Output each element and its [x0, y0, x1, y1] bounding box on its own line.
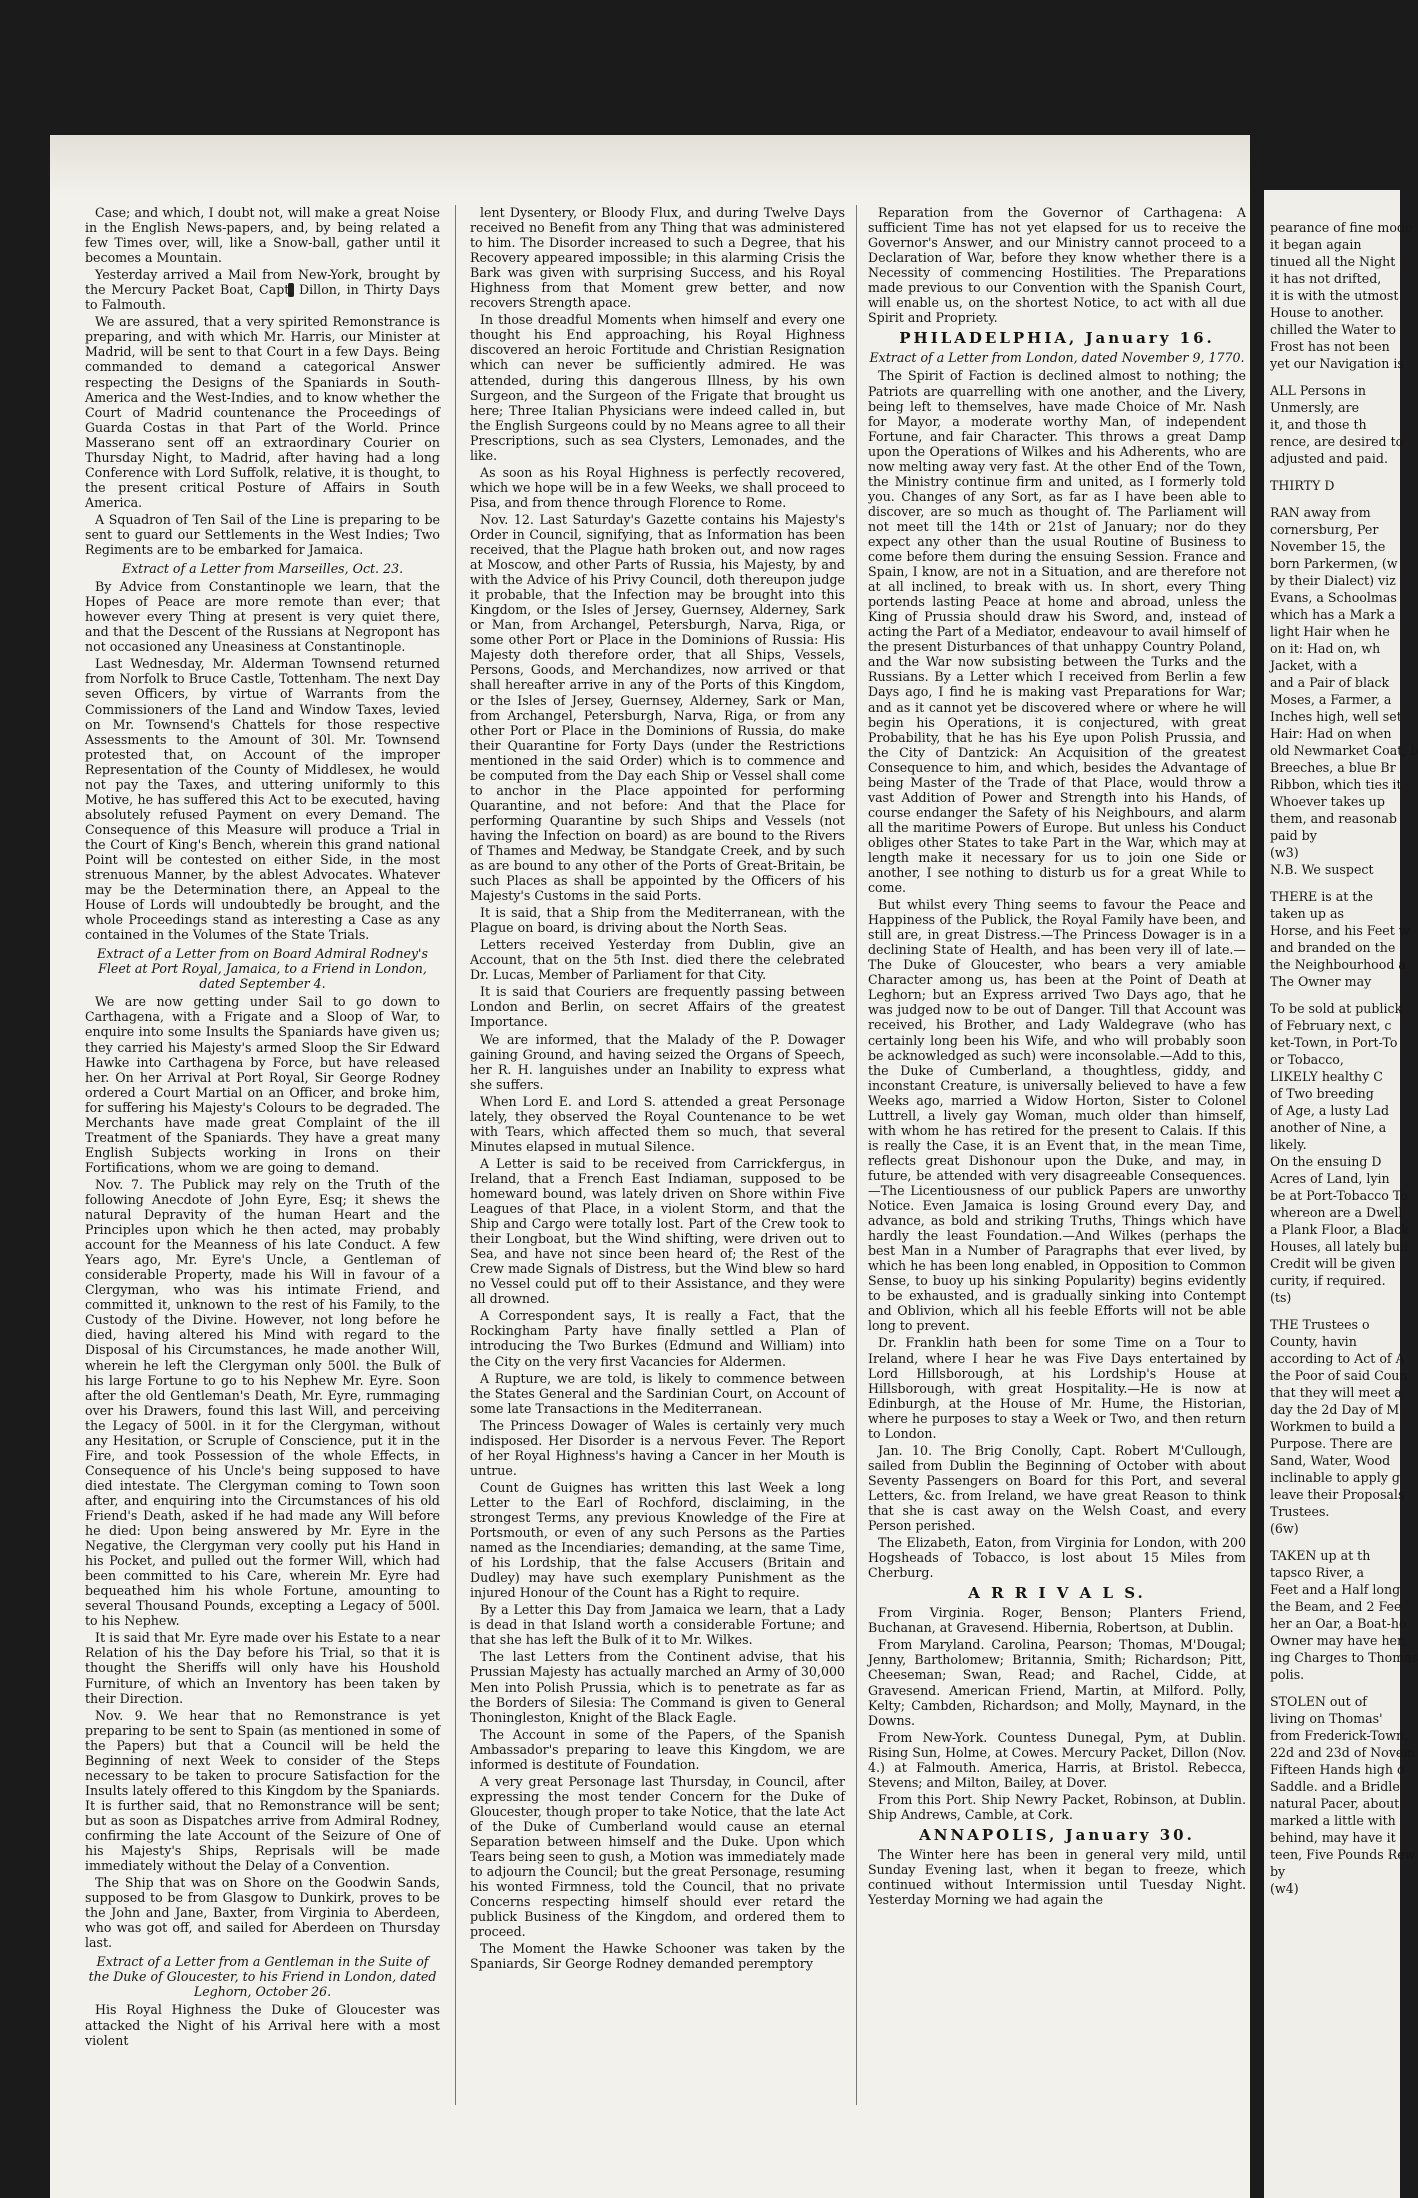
ad-line: Fifteen Hands high o — [1270, 1762, 1405, 1777]
ad-line: (w3) — [1270, 845, 1299, 860]
ad-line: Evans, a Schoolmas — [1270, 590, 1397, 605]
ad-line: rence, are desired to — [1270, 434, 1404, 449]
ad-line: RAN away from — [1270, 505, 1371, 520]
article-paragraph: It is said, that a Ship from the Mediterranean, with the Plague on board, is driving about the North Seas. — [470, 905, 845, 936]
article-paragraph: A Rupture, we are told, is likely to commence between the States General and the Sardinian Court, on Account of some late Transactions in the Mediterranean. — [470, 1370, 845, 1416]
column-rule — [856, 205, 857, 2105]
article-paragraph: The Spirit of Faction is declined almost to nothing; the Patriots are quarrelling with one another, and the Livery, being left to themselves, have made Choice of Mr. Nash for Mayor, a moderate worthy Man, of independent Fortune, and fair Character. This throws a great Damp upon the Operations of Wilkes and his Adherents, who are now melting away very fast. At the other End of the Town, the Ministry continue firm and united, as I formerly told you. Changes of any Sort, as far as I have been able to discover, are so much as thought of. The Parliament will not meet till the 14th or 21st of January; nor do they expect any other than the usual Routine of Business to come before them during the ensuing Session. France and Spain, I know, are not in a Situation, and are therefore not at all inclined, to break with us. In short, every Thing portends lasting Peace at home and abroad, unless the King of Prussia should draw his Sword, and, instead of acting the Part of a Mediator, endeavour to avail himself of the present Disturbances of that unhappy Country Poland, and the War now subsisting between the Turks and the Russians. By a Letter which I received from Berlin a few Days ago, I find he is making vast Preparations for War; and as it cannot yet be discovered where or where he will begin his Operations, it is conjectured, with great Probability, that he has his Eye upon Polish Prussia, and the City of Dantzick: An Acquisition of the greatest Consequence to him, and which, besides the Advantage of being Master of the Trade of that Place, would throw a vast Addition of Power and Strength into his Hands, of course endanger the Safety of his Neighbours, and alarm all the maritime Powers of Europe. But unless his Conduct obliges other States to take Part in the War, which may at length make it necessary for us to join one Side or another, I see nothing to disturb us for a great While to come. — [868, 368, 1246, 896]
ad-line: To be sold at publick — [1270, 1001, 1403, 1016]
ad-line: tapsco River, a — [1270, 1565, 1364, 1580]
ad-line: County, havin — [1270, 1334, 1357, 1349]
article-paragraph: Reparation from the Governor of Carthagena: A sufficient Time has not yet elapsed for us to receive the Governor's Answer, and our Ministry cannot proceed to a Declaration of War, before they know whether there is a Necessity of commencing Hostilities. The Preparations made previous to our Convention with the Spanish Court, will enable us, on the shortest Notice, to act with all due Spirit and Propriety. — [868, 205, 1246, 326]
ad-line: paid by — [1270, 828, 1317, 843]
ad-line: it, and those th — [1270, 417, 1367, 432]
ad-line: living on Thomas' — [1270, 1711, 1383, 1726]
annapolis-paragraph: The Winter here has been in general very mild, until Sunday Evening last, when it began to freeze, which continued without Intermission until Tuesday Night. Yesterday Morning we had again the — [868, 1846, 1246, 1908]
ad-line — [1270, 373, 1398, 381]
article-paragraph: We are assured, that a very spirited Remonstrance is preparing, and with which Mr. Harris, our Minister at Madrid, will be sent to that Court in a few Days. Being commanded to demand a categorical Answer respecting the Designs of the Spaniards in South-America and the West-Indies, and to know whether the Court of Madrid countenance the Proceedings of Guarda Costas in that Part of the World. Prince Masserano sent off an extraordinary Courier on Thursday Night, to Madrid, after having had a long Conference with Lord Suffolk, relative, it is thought, to the present critical Posture of Affairs in South America. — [85, 314, 440, 510]
article-paragraph: A Squadron of Ten Sail of the Line is preparing to be sent to guard our Settlements in the West Indies; Two Regiments are to be embarked for Jamaica. — [85, 511, 440, 558]
ad-line: day the 2d Day of M — [1270, 1402, 1400, 1417]
article-paragraph: Case; and which, I doubt not, will make a great Noise in the English News-papers, and, by being related a few Times over, will, like a Snow-ball, gather until it becomes a Mountain. — [85, 205, 440, 266]
ad-line: it has not drifted, — [1270, 271, 1382, 286]
ad-line: by their Dialect) viz — [1270, 573, 1396, 588]
letter-extract-heading: Extract of a Letter from London, dated November 9, 1770. — [869, 350, 1245, 366]
ad-line: cornersburg, Per — [1270, 522, 1379, 537]
ad-line — [1270, 468, 1398, 476]
ad-line: THERE is at the — [1270, 889, 1373, 904]
ad-line: leave their Proposals — [1270, 1487, 1405, 1502]
page-fold-shadow — [50, 135, 1250, 195]
article-paragraph: As soon as his Royal Highness is perfectly recovered, which we hope will be in a few Weeks, we shall proceed to Pisa, and from thence through Florence to Rome. — [470, 464, 845, 510]
article-paragraph: In those dreadful Moments when himself and every one thought his End approaching, his Royal Highness discovered an heroic Fortitude and Christian Resignation which can never be sufficiently admired. He was attended, during this dangerous Illness, by his own Surgeon, and the Surgeon of the Frigate that brought us here; Three Italian Physicians were indeed called in, but the English Surgeons could by no Means agree to all their Prescriptions, such as sea Clysters, Lemonades, and the like. — [470, 312, 845, 463]
ad-line: House to another. — [1270, 305, 1384, 320]
ad-line: THIRTY D — [1270, 478, 1335, 493]
ad-line: On the ensuing D — [1270, 1154, 1382, 1169]
article-paragraph: A Letter is said to be received from Carrickfergus, in Ireland, that a French East Indiaman, supposed to be homeward bound, was lately driven on Shore within Five Leagues of that Place, in a violent Storm, and that the Ship and Cargo were totally lost. Part of the Crew took to their Longboat, but the Wind shifting, were driven out to Sea, and have not since been heard of; the Rest of the Crew made Signals of Distress, but the Wind blew so hard no Vessel could put off to their Assistance, and they were all drowned. — [470, 1155, 845, 1307]
article-paragraph: Dr. Franklin hath been for some Time on a Tour to Ireland, where I hear he was Five Days entertained by Lord Hillsborough, at his Lordship's House at Hillsborough, with great Hospitality.—He is now at Edinburgh, at the House of Mr. Hume, the Historian, where he purposes to stay a Week or Two, and then return to London. — [868, 1335, 1246, 1441]
article-paragraph: Count de Guignes has written this last Week a long Letter to the Earl of Rochford, disclaiming, in the strongest Terms, any previous Knowledge of the Fire at Portsmouth, or even of any such Persons as the Parties named as the Incendiaries; demanding, at the same Time, of his Lordship, that the false Accusers (Britain and Dudley) may have such exemplary Punishment as the injured Honour of the Count has a Right to require. — [470, 1479, 845, 1601]
ad-line: Feet and a Half long — [1270, 1582, 1401, 1597]
article-paragraph: Letters received Yesterday from Dublin, give an Account, that on the 5th Inst. died there the celebrated Dr. Lucas, Member of Parliament for that City. — [470, 937, 845, 983]
article-paragraph: lent Dysentery, or Bloody Flux, and during Twelve Days received no Benefit from any Thing that was administered to him. The Disorder increased to such a Degree, that his Recovery appeared impossible; in this alarming Crisis the Bark was given with surprising Success, and his Royal Highness from that Moment grew better, and now recovers Strength apace. — [470, 205, 845, 311]
ad-line: Frost has not been — [1270, 339, 1390, 354]
ad-line: N.B. We suspect — [1270, 862, 1374, 877]
article-paragraph: We are informed, that the Malady of the P. Dowager gaining Ground, and having seized the Organs of Speech, her R. H. languishes under an Inability to express what she suffers. — [470, 1031, 845, 1092]
ad-line — [1270, 991, 1398, 999]
ad-line: the Beam, and 2 Fee — [1270, 1599, 1402, 1614]
article-paragraph: From New-York. Countess Dunegal, Pym, at Dublin. Rising Sun, Holme, at Cowes. Mercury Packet, Dillon (Nov. 4.) at Falmouth. America, Harris, at Bristol. Rebecca, Stevens; and Milton, Bailey, at Dover. — [868, 1729, 1246, 1790]
ad-line: Owner may have her, — [1270, 1633, 1406, 1648]
ad-line — [1270, 1307, 1398, 1315]
ad-line: curity, if required. — [1270, 1273, 1386, 1288]
column-rule — [455, 205, 456, 2105]
article-paragraph: His Royal Highness the Duke of Gloucester was attacked the Night of his Arrival here with a most violent — [85, 2002, 440, 2048]
article-paragraph: Yesterday arrived a Mail from New-York, brought by the Mercury Packet Boat, Capt. Dillon, in Thirty Days to Falmouth. — [85, 267, 440, 313]
arrivals-list — [868, 1605, 1246, 1822]
ad-line: chilled the Water to — [1270, 322, 1396, 337]
ad-line: the Poor of said Coun — [1270, 1368, 1408, 1383]
ad-line: of February next, c — [1270, 1018, 1392, 1033]
ad-line: taken up as — [1270, 906, 1344, 921]
article-paragraph: By a Letter this Day from Jamaica we learn, that a Lady is dead in that Island worth a considerable Fortune; and that she has left the Bulk of it to Mr. Wilkes. — [470, 1602, 845, 1648]
ad-line: it is with the utmost — [1270, 288, 1399, 303]
ad-line: behind, may have it — [1270, 1830, 1396, 1845]
ad-line: Inches high, well set — [1270, 709, 1402, 724]
ad-line: Saddle. and a Bridle — [1270, 1779, 1400, 1794]
column-1 — [85, 205, 440, 2165]
ad-line: tinued all the Night — [1270, 254, 1396, 269]
ad-line: which has a Mark a — [1270, 607, 1396, 622]
ad-line: and a Pair of black — [1270, 675, 1390, 690]
ad-line: Hair: Had on when — [1270, 726, 1392, 741]
column-3-lead — [868, 205, 1246, 325]
ad-line: 22d and 23d of Novem — [1270, 1745, 1416, 1760]
column-2 — [470, 205, 845, 2165]
article-paragraph: Last Wednesday, Mr. Alderman Townsend returned from Norfolk to Bruce Castle, Tottenham. The next Day seven Officers, by virtue of Warrants from the Commissioners of the Land and Window Taxes, levied on Mr. Townsend's Chattels for those respective Assessments to the Amount of 30l. Mr. Townsend protested that, on Account of the improper Representation of the County of Middlesex, he would not pay the Taxes, and uttering uniformly to this Motive, he has suffered this Act to be executed, having absolutely refused Payment on every Demand. The Consequence of this Measure will produce a Trial in the Court of King's Bench, wherein this grand national Point will be contested on either Side, in the most strenuous Manner, by the ablest Advocates. Whatever may be the Determination there, an Appeal to the House of Lords will undoubtedly be brought, and the whole Proceedings stand as interesting a Case as any contained in the Volumes of the State Trials. — [85, 656, 440, 943]
ad-line: (ts) — [1270, 1290, 1292, 1305]
article-paragraph: A Correspondent says, It is really a Fact, that the Rockingham Party have finally settled a Plan of introducing the Two Burkes (Edmund and William) into the City on the very first Vacancies for Aldermen. — [470, 1308, 845, 1369]
ad-line: Jacket, with a — [1270, 658, 1358, 673]
ad-line: whereon are a Dwell — [1270, 1205, 1403, 1220]
ad-line: teen, Five Pounds Rew — [1270, 1847, 1416, 1862]
ad-line: (w4) — [1270, 1881, 1299, 1896]
article-paragraph: The Elizabeth, Eaton, from Virginia for London, with 200 Hogsheads of Tobacco, is lost about 15 Miles from Cherburg. — [868, 1535, 1246, 1581]
ad-line: on it: Had on, wh — [1270, 641, 1381, 656]
article-paragraph: Extract of a Letter from Marseilles, Oct. 23. — [121, 561, 404, 577]
ad-line: TAKEN up at th — [1270, 1548, 1371, 1563]
ad-line: ing Charges to Thomas — [1270, 1650, 1418, 1665]
article-paragraph: The Ship that was on Shore on the Goodwin Sands, supposed to be from Glasgow to Dunkirk, proves to be the John and Jane, Baxter, from Virginia to Aberdeen, who was got off, and sailed for Aberdeen on Thursday last. — [85, 1875, 440, 1951]
article-paragraph: From Virginia. Roger, Benson; Planters Friend, Buchanan, at Gravesend. Hibernia, Robertson, at Dublin. — [868, 1605, 1246, 1636]
ad-line: pearance of fine mode — [1270, 220, 1413, 235]
ad-line: THE Trustees o — [1270, 1317, 1370, 1332]
adjacent-page-fragment — [1264, 190, 1418, 2198]
ad-line: Unmersly, are — [1270, 400, 1360, 415]
ad-line: or Tobacco, — [1270, 1052, 1344, 1067]
column-3-body — [868, 368, 1246, 1580]
ad-line: Purpose. There are — [1270, 1436, 1393, 1451]
article-paragraph: The Princess Dowager of Wales is certainly very much indisposed. Her Disorder is a nervous Fever. The Report of her Royal Highness's having a Cancer in her Mouth is untrue. — [470, 1417, 845, 1478]
ad-line: The Owner may — [1270, 974, 1372, 989]
ad-line — [1270, 1538, 1398, 1546]
article-paragraph: From Maryland. Carolina, Pearson; Thomas, M'Dougal; Jenny, Bartholomew; Britannia, Smith; Richardson; Pitt, Cheeseman; Swan, Read; and Rachel, Cidde, at Gravesend. American Friend, Martin, at Milford. Polly, Kelty; Cambden, Richardson; and Molly, Maynard, in the Downs. — [868, 1637, 1246, 1728]
ad-line: Horse, and his Feet w — [1270, 923, 1410, 938]
ad-line: a Plank Floor, a Black — [1270, 1222, 1409, 1237]
ad-line: Trustees. — [1270, 1504, 1330, 1519]
article-paragraph: A very great Personage last Thursday, in Council, after expressing the most tender Concern for the Duke of Gloucester, though proper to take Notice, that the late Act of the Duke of Cumberland would cause an eternal Separation between himself and the Duke. Upon which Tears being seen to gush, a Motion was immediately made to adjourn the Council; but the great Personage, resuming his wonted Firmness, told the Council, that no private Concerns respecting himself should ever retard the publick Business of the Kingdom, and ordered them to proceed. — [470, 1773, 845, 1940]
article-paragraph: Jan. 10. The Brig Conolly, Capt. Robert M'Cullough, sailed from Dublin the Beginning of October with about Seventy Passengers on Board for this Port, and several Letters, &c. from Ireland, we have great Reason to think that she is cast away on the Welsh Coast, and every Person perished. — [868, 1442, 1246, 1534]
article-paragraph: Nov. 9. We hear that no Remonstrance is yet preparing to be sent to Spain (as mentioned in some of the Papers) but that a Council will be held the Beginning of next Week to consider of the Steps necessary to be taken to procure Satisfaction for the Insults lately offered to this Kingdom by the Spaniards. It is further said, that no Remonstrance will be sent; but as soon as Dispatches arrive from Admiral Rodney, confirming the late Account of the Seizure of One of his Majesty's Ships, Reprisals will be made immediately without the Delay of a Convention. — [85, 1707, 440, 1874]
ad-line: old Newmarket Coat, b — [1270, 743, 1418, 758]
article-paragraph: We are now getting under Sail to go down to Carthagena, with a Frigate and a Sloop of War, to enquire into some Insults the Spaniards have given us; they carried his Majesty's armed Sloop the Sir Edward Hawke into Carthagena by Force, but have released her. On her Arrival at Port Royal, Sir George Rodney ordered a Court Martial on an Officer, and broke him, for suffering his Majesty's Colours to be degraded. The Merchants have made great Complaint of the ill Treatment of the Spaniards. They have a great many English Subjects working in Irons on their Fortifications, whom we are going to demand. — [85, 994, 440, 1175]
ad-line: light Hair when he — [1270, 624, 1390, 639]
ad-line: of Age, a lusty Lad — [1270, 1103, 1390, 1118]
ad-line: marked a little with — [1270, 1813, 1396, 1828]
article-paragraph: But whilst every Thing seems to favour the Peace and Happiness of the Publick, the Royal Family have been, and still are, in great Distress.—The Princess Dowager is in a declining State of Health, and has been very ill of late.—The Duke of Gloucester, who bears a very amiable Character among us, has been at the Point of Death at Leghorn; but an Express arrived Two Days ago, that he was judged now to be out of Danger. Till that Account was received, his Brother, and Lady Waldegrave (who has certainly long been his Wife, and who will probably soon be acknowledged as such) were inconsolable.—Add to this, the Duke of Cumberland, a thoughtless, giddy, and inconstant Creature, is universally believed to have a few Weeks ago, married a Widow Horton, Sister to Colonel Luttrell, a lively gay Woman, much older than himself, with whom he has retired for the present to Calais. If this is really the Case, it is an Event that, in the mean Time, reflects great Dishonour upon the Duke, and may, in future, be attended with very disagreeable Consequences.—The Licentiousness of our publick Papers are unworthy Notice. Even Jamaica is losing Ground every Day, and advance, as bold and striking Truths, Things which have hardly the least Foundation.—And Wilkes (perhaps the best Man in a Number of Paragraphs that ever lived, by which he has been long enabled, in Opposition to Common Sense, to buoy up his sinking Popularity) begins evidently to be exhausted, and is gradually sinking into Contempt and Oblivion, which all his feeble Efforts will not be able long to prevent. — [868, 897, 1246, 1334]
ad-line: according to Act of A — [1270, 1351, 1405, 1366]
ad-line: the Neighbourhood a — [1270, 957, 1406, 972]
ad-line: Moses, a Farmer, a — [1270, 692, 1392, 707]
ad-line — [1270, 495, 1398, 503]
ad-line — [1270, 879, 1398, 887]
ad-line: Houses, all lately buil — [1270, 1239, 1409, 1254]
ad-line: Whoever takes up — [1270, 794, 1385, 809]
article-paragraph: Extract of a Letter from a Gentleman in the Suite of the Duke of Gloucester, to his Friend in London, dated Leghorn, October 26. — [88, 1954, 437, 2000]
ad-line: polis. — [1270, 1667, 1305, 1682]
ad-line: (6w) — [1270, 1521, 1299, 1536]
ad-line: yet our Navigation is — [1270, 356, 1404, 371]
ad-line: her an Oar, a Boat-ho — [1270, 1616, 1407, 1631]
ad-line: LIKELY healthy C — [1270, 1069, 1383, 1084]
ad-line: be at Port-Tobacco To — [1270, 1188, 1408, 1203]
article-paragraph: From this Port. Ship Newry Packet, Robinson, at Dublin. Ship Andrews, Camble, at Cork. — [868, 1791, 1246, 1822]
ad-line: Acres of Land, lyin — [1270, 1171, 1390, 1186]
ad-line: Breeches, a blue Br — [1270, 760, 1396, 775]
ad-line: born Parkermen, (w — [1270, 556, 1398, 571]
ad-line: November 15, the — [1270, 539, 1386, 554]
ad-line: natural Pacer, about — [1270, 1796, 1400, 1811]
arrivals-heading: A R R I V A L S. — [968, 1584, 1146, 1603]
article-paragraph: The last Letters from the Continent advise, that his Prussian Majesty has actually marched an Army of 30,000 Men into Polish Prussia, which is to penetrate as far as the Borders of Silesia: The Command is given to General Thoningleston, Knight of the Black Eagle. — [470, 1649, 845, 1725]
ad-line: them, and reasonab — [1270, 811, 1397, 826]
ad-line: from Frederick-Town, — [1270, 1728, 1409, 1743]
article-paragraph: The Account in some of the Papers, of the Spanish Ambassador's preparing to leave this Kingdom, we are informed is destitute of Foundation. — [470, 1726, 845, 1772]
ad-line: STOLEN out of — [1270, 1694, 1367, 1709]
article-paragraph: Extract of a Letter from on Board Admiral Rodney's Fleet at Port Royal, Jamaica, to a Friend in London, dated September 4. — [97, 946, 428, 992]
article-paragraph: The Moment the Hawke Schooner was taken by the Spaniards, Sir George Rodney demanded peremptory — [470, 1941, 845, 1972]
article-paragraph: Nov. 12. Last Saturday's Gazette contains his Majesty's Order in Council, signifying, that as Information has been received, that the Plague hath broken out, and now rages at Moscow, and other Parts of Russia, his Majesty, by and with the Advice of his Privy Council, doth thereupon judge it probable, that the Infection may be brought into this Kingdom, or the Isles of Jersey, Guernsey, Alderney, Sark or Man, from Archangel, Petersburgh, Narva, Riga, or some other Port or Place in the Dominions of Russia: His Majesty doth therefore order, that all Ships, Vessels, Persons, Goods, and Merchandizes, now arrived or that shall hereafter arrive in any of the Ports of this Kingdom, or the Isles of Jersey, Guernsey, Alderney, Sark or Man, from Archangel, Petersburgh, Narva, Riga, or from any other Port or Place in the Dominions of Russia, do make their Quarantine for Forty Days (under the Restrictions mentioned in the said Order) which is to commence and be computed from the Day each Ship or Vessel shall come to anchor in the Place appointed for performing Quarantine, and not before: And that the Place for performing Quarantine by such Ships and Vessels (not having the Infection on board) as are bound to the Rivers of Thames and Medway, be Standgate Creek, and by such as are bound to any other of the Ports of Great-Britain, be such Places as shall be appointed by the Officers of his Majesty's Customs in the said Ports. — [470, 511, 845, 904]
ad-line: adjusted and paid. — [1270, 451, 1388, 466]
article-paragraph: It is said that Mr. Eyre made over his Estate to a near Relation of his the Day before his Trial, so that it is thought the Sheriffs will only have his Houshold Furniture, of which an Inventory has been taken by their Direction. — [85, 1630, 440, 1706]
ad-line: of Two breeding — [1270, 1086, 1374, 1101]
article-paragraph: When Lord E. and Lord S. attended a great Personage lately, they observed the Royal Countenance to be wet with Tears, which affected them so much, that several Minutes elapsed in mutual Silence. — [470, 1093, 845, 1154]
ad-line: that they will meet a — [1270, 1385, 1402, 1400]
dateline-philadelphia: PHILADELPHIA, January 16. — [899, 329, 1215, 348]
ad-line — [1270, 1684, 1398, 1692]
ad-line: by — [1270, 1864, 1286, 1879]
column-3 — [868, 205, 1246, 2165]
ad-line: likely. — [1270, 1137, 1307, 1152]
newspaper-page — [50, 135, 1250, 2198]
dateline-annapolis: ANNAPOLIS, January 30. — [919, 1825, 1195, 1844]
article-paragraph: It is said that Couriers are frequently passing between London and Berlin, on secret Affairs of the greatest Importance. — [470, 984, 845, 1030]
column-4-advertisements — [1270, 220, 1418, 1898]
ad-line: Ribbon, which ties it — [1270, 777, 1402, 792]
ad-line: it began again — [1270, 237, 1362, 252]
article-paragraph: Nov. 7. The Publick may rely on the Truth of the following Anecdote of John Eyre, Esq; it shews the natural Depravity of the human Heart and the Principles upon which he then acted, may probably account for the Meanness of his late Conduct. A few Years ago, Mr. Eyre's Uncle, a Gentleman of considerable Property, made his Will in favour of a Clergyman, who was his intimate Friend, and committed it, unknown to the rest of his Family, to the Custody of the Divine. However, not long before he died, having altered his Mind with regard to the Disposal of his Circumstances, he made another Will, wherein he left the Clergyman only 500l. the Bulk of his large Fortune to go to his Nephew Mr. Eyre. Soon after the old Gentleman's Death, Mr. Eyre, rummaging over his Drawers, found this last Will, and perceiving the Legacy of 500l. in it for the Clergyman, without any Hesitation, or Scruple of Conscience, put it in the Fire, and took Possession of the whole Effects, in Consequence of his Uncle's being supposed to have died intestate. The Clergyman coming to Town soon after, and enquiring into the Circumstances of his old Friend's Death, asked if he had made any Will before he died: Upon being answered by Mr. Eyre in the Negative, the Clergyman very coolly put his Hand in his Pocket, and pulled out the former Will, which had been committed to his Care, wherein Mr. Eyre had bequeathed him his whole Fortune, amounting to several Thousand Pounds, excepting a Legacy of 500l. to his Nephew. — [85, 1176, 440, 1629]
ad-line: ket-Town, in Port-To — [1270, 1035, 1398, 1050]
ad-line: ALL Persons in — [1270, 383, 1366, 398]
ad-line: Workmen to build a — [1270, 1419, 1396, 1434]
ad-line: Credit will be given — [1270, 1256, 1396, 1271]
ad-line: another of Nine, a — [1270, 1120, 1387, 1135]
ad-line: and branded on the — [1270, 940, 1396, 955]
ad-line: inclinable to apply g — [1270, 1470, 1400, 1485]
article-paragraph: By Advice from Constantinople we learn, that the Hopes of Peace are more remote than ever; that however every Thing at present is very quiet there, and that the Descent of the Russians at Negropont has not occasioned any Uneasiness at Constantinople. — [85, 579, 440, 655]
ad-line: Sand, Water, Wood — [1270, 1453, 1391, 1468]
